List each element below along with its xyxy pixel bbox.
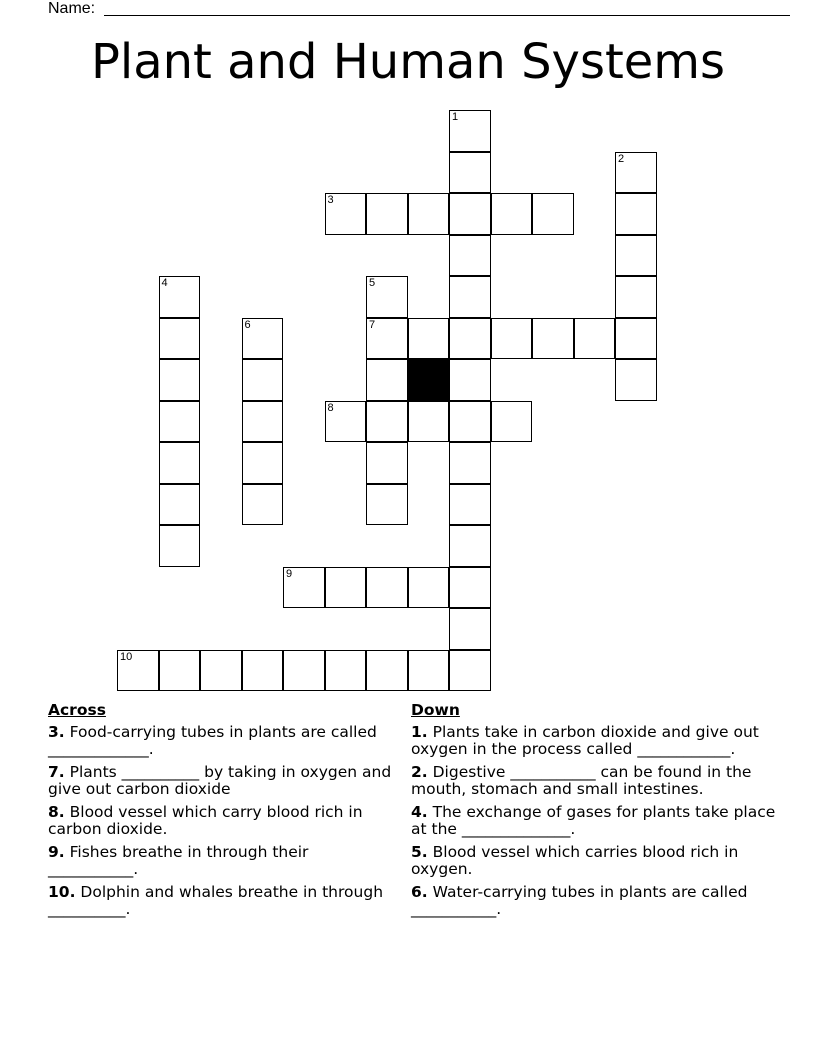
crossword-cell[interactable] <box>325 401 367 443</box>
crossword-cell[interactable] <box>449 359 491 401</box>
crossword-cell[interactable] <box>615 235 657 277</box>
crossword-cell[interactable] <box>615 276 657 318</box>
clue-across-8 <box>48 804 393 838</box>
crossword-cell[interactable] <box>159 318 201 360</box>
clue-down-1 <box>411 724 776 758</box>
clue-number: 4. <box>411 803 428 821</box>
crossword-cell[interactable] <box>159 650 201 692</box>
crossword-cell[interactable] <box>366 484 408 526</box>
clue-text: Blood vessel which carry blood rich in carbon dioxide. <box>48 803 363 838</box>
down-heading: Down <box>411 701 460 719</box>
crossword-cell[interactable] <box>449 525 491 567</box>
across-clues <box>48 700 393 924</box>
crossword-cell[interactable] <box>449 401 491 443</box>
crossword-cell[interactable] <box>159 401 201 443</box>
clue-text: Dolphin and whales breathe in through __________. <box>48 883 384 918</box>
crossword-cell[interactable] <box>366 442 408 484</box>
crossword-cell[interactable] <box>159 525 201 567</box>
crossword-cell[interactable] <box>449 276 491 318</box>
crossword-cell[interactable] <box>574 318 616 360</box>
crossword-cell[interactable] <box>242 359 284 401</box>
crossword-cell[interactable] <box>532 193 574 235</box>
cell-number: 2 <box>618 152 625 165</box>
crossword-cell[interactable] <box>366 193 408 235</box>
crossword-cell[interactable] <box>615 152 657 194</box>
crossword-cell[interactable] <box>159 442 201 484</box>
crossword-cell[interactable] <box>366 401 408 443</box>
clue-number: 9. <box>48 843 65 861</box>
crossword-cell[interactable] <box>491 318 533 360</box>
crossword-cell[interactable] <box>325 567 367 609</box>
across-heading: Across <box>48 701 106 719</box>
crossword-cell[interactable] <box>200 650 242 692</box>
clue-text: Water-carrying tubes in plants are called ___________. <box>411 883 748 918</box>
crossword-cell[interactable] <box>408 318 450 360</box>
crossword-cell[interactable] <box>491 401 533 443</box>
crossword-cell[interactable] <box>408 650 450 692</box>
crossword-cell[interactable] <box>117 650 159 692</box>
clue-down-6 <box>411 884 776 918</box>
crossword-cell[interactable] <box>615 359 657 401</box>
crossword-cell[interactable] <box>366 318 408 360</box>
cell-number: 9 <box>286 567 293 580</box>
name-label: Name: <box>48 0 96 17</box>
clue-text: Fishes breathe in through their ___________. <box>48 843 309 878</box>
clue-down-4 <box>411 804 776 838</box>
cell-number: 10 <box>120 650 133 663</box>
clue-number: 10. <box>48 883 76 901</box>
crossword-cell[interactable] <box>449 650 491 692</box>
clue-across-10 <box>48 884 393 918</box>
clue-number: 7. <box>48 763 65 781</box>
crossword-cell[interactable] <box>242 442 284 484</box>
crossword-cell[interactable] <box>491 193 533 235</box>
clue-text: The exchange of gases for plants take place at the ______________. <box>411 803 776 838</box>
crossword-cell[interactable] <box>366 359 408 401</box>
page-title: Plant and Human Systems <box>90 34 726 90</box>
cell-number: 6 <box>244 318 251 331</box>
cell-number: 1 <box>452 111 459 123</box>
clue-across-9 <box>48 844 393 878</box>
crossword-cell[interactable] <box>242 484 284 526</box>
crossword-cell[interactable] <box>242 318 284 360</box>
crossword-cell[interactable] <box>449 193 491 235</box>
cell-number: 8 <box>327 401 334 414</box>
crossword-cell[interactable] <box>449 235 491 277</box>
clue-down-5 <box>411 844 776 878</box>
crossword-cell[interactable] <box>242 650 284 692</box>
clue-text: Plants take in carbon dioxide and give out oxygen in the process called ____________. <box>411 723 759 758</box>
crossword-cell[interactable] <box>366 567 408 609</box>
crossword-cell[interactable] <box>449 110 491 152</box>
crossword-cell[interactable] <box>366 650 408 692</box>
crossword-cell[interactable] <box>408 401 450 443</box>
crossword-block <box>408 359 450 401</box>
clue-number: 2. <box>411 763 428 781</box>
crossword-cell[interactable] <box>449 484 491 526</box>
crossword-cell[interactable] <box>325 650 367 692</box>
crossword-cell[interactable] <box>532 318 574 360</box>
clue-across-7 <box>48 764 393 798</box>
cell-number: 5 <box>369 277 376 289</box>
down-clues <box>411 700 776 924</box>
crossword-cell[interactable] <box>449 442 491 484</box>
clue-text: Food-carrying tubes in plants are called _____________. <box>48 723 377 758</box>
crossword-cell[interactable] <box>159 484 201 526</box>
crossword-cell[interactable] <box>283 567 325 609</box>
crossword-cell[interactable] <box>449 152 491 194</box>
crossword-cell[interactable] <box>615 193 657 235</box>
crossword-cell[interactable] <box>615 318 657 360</box>
clue-number: 1. <box>411 723 428 741</box>
crossword-cell[interactable] <box>283 650 325 692</box>
crossword-cell[interactable] <box>408 193 450 235</box>
crossword-cell[interactable] <box>449 318 491 360</box>
crossword-cell[interactable] <box>449 608 491 650</box>
cell-number: 3 <box>327 194 334 206</box>
cell-number: 4 <box>161 277 168 289</box>
clue-text: Plants __________ by taking in oxygen and give out carbon dioxide <box>48 763 392 798</box>
clue-text: Digestive ___________ can be found in the mouth, stomach and small intestines. <box>411 763 752 798</box>
clue-number: 6. <box>411 883 428 901</box>
clue-number: 3. <box>48 723 65 741</box>
crossword-cell[interactable] <box>159 359 201 401</box>
clue-down-2 <box>411 764 776 798</box>
crossword-cell[interactable] <box>325 193 367 235</box>
clue-number: 8. <box>48 803 65 821</box>
crossword-cell[interactable] <box>159 276 201 318</box>
clue-text: Blood vessel which carries blood rich in oxygen. <box>411 843 739 878</box>
crossword-cell[interactable] <box>449 567 491 609</box>
crossword-cell[interactable] <box>408 567 450 609</box>
clue-number: 5. <box>411 843 428 861</box>
clue-across-3 <box>48 724 393 758</box>
crossword-cell[interactable] <box>366 276 408 318</box>
cell-number: 7 <box>369 318 376 331</box>
crossword-cell[interactable] <box>242 401 284 443</box>
